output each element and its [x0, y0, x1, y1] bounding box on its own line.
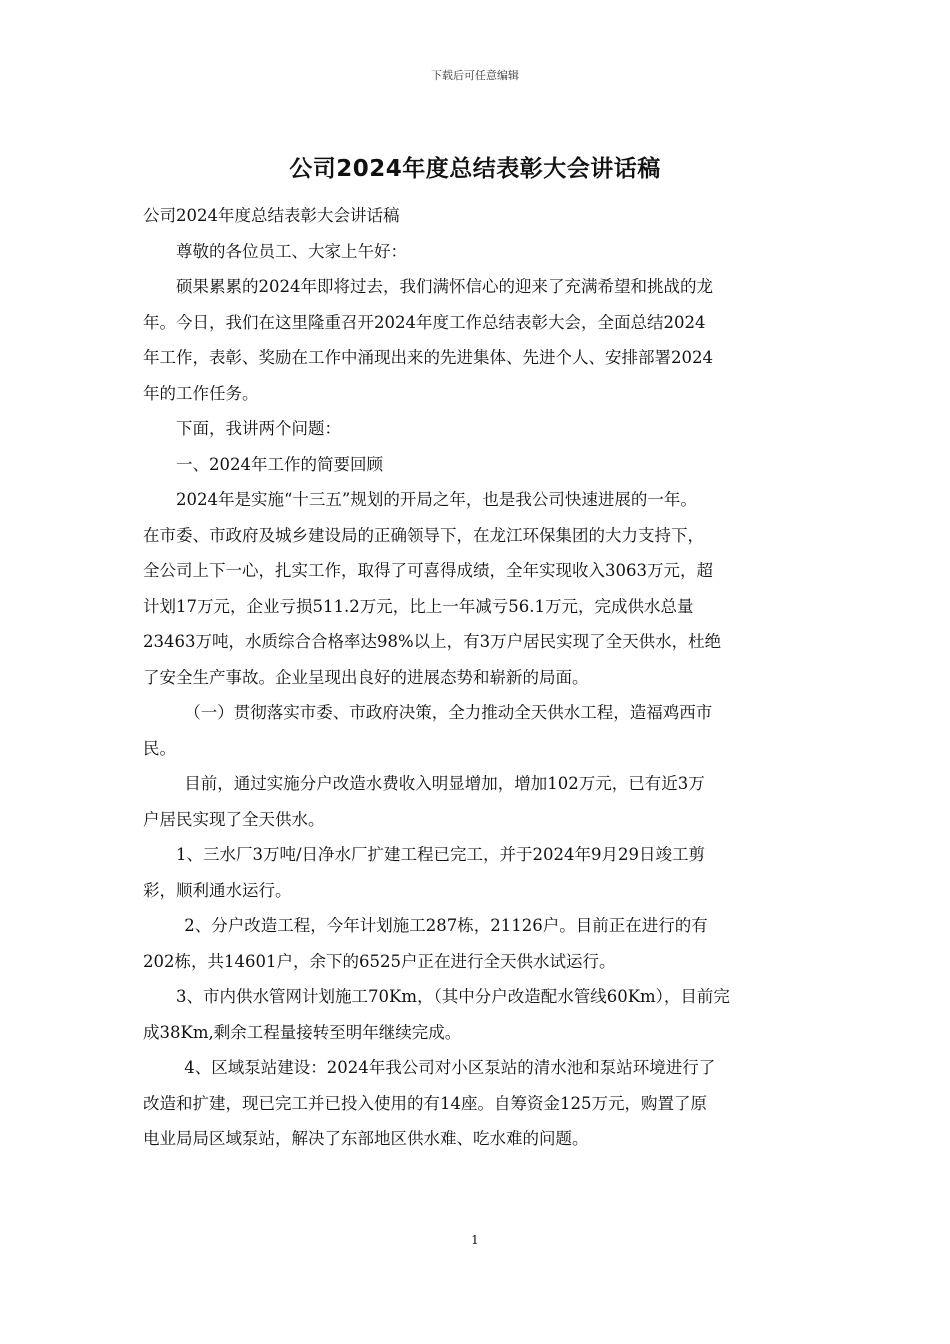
- header-note: 下载后可任意编辑: [431, 69, 519, 82]
- text-line: 在市委、市政府及城乡建设局的正确领导下，在龙江环保集团的大力支持下，: [143, 525, 704, 545]
- text-line: 1、三水厂3万吨/日净水厂扩建工程已完工，并于2024年9月29日竣工剪: [176, 845, 706, 864]
- page-number: 1: [471, 1233, 479, 1247]
- text-line: 一、2024年工作的简要回顾: [176, 454, 383, 474]
- text-line: 4、区域泵站建设：2024年我公司对小区泵站的清水池和泵站环境进行了: [184, 1058, 716, 1077]
- text-line: 2024年是实施“十三五”规划的开局之年，也是我公司快速进展的一年。: [176, 490, 697, 509]
- section-heading: [143, 447, 808, 483]
- text-line: 户居民实现了全天供水。: [143, 809, 325, 829]
- text-line: 年。今日，我们在这里隆重召开2024年度工作总结表彰大会，全面总结2024: [143, 312, 706, 332]
- document-title: 公司2024年度总结表彰大会讲话稿: [289, 156, 661, 182]
- paragraph: [143, 837, 808, 908]
- paragraph: [143, 766, 808, 837]
- subsection-heading: [143, 695, 808, 766]
- text-line: 3、市内供水管网计划施工70Km，（其中分户改造配水管线60Km），目前完: [176, 987, 730, 1006]
- text-line: 硕果累累的2024年即将过去，我们满怀信心的迎来了充满希望和挑战的龙: [176, 277, 713, 296]
- paragraph: [143, 979, 808, 1050]
- text-line: 尊敬的各位员工、大家上午好：: [176, 241, 407, 261]
- text-line: 下面，我讲两个问题：: [176, 419, 341, 438]
- text-line: 23463万吨，水质综合合格率达98%以上，有3万户居民实现了全天供水，杜绝: [143, 632, 722, 651]
- text-line: 改造和扩建，现已完工并已投入使用的有14座。自筹资金125万元，购置了原: [143, 1093, 707, 1113]
- text-line: 202栋，共14601户，余下的6525户正在进行全天供水试运行。: [143, 951, 616, 971]
- text-line: 年的工作任务。: [143, 383, 259, 403]
- text-line: 了安全生产事故。企业呈现出良好的进展态势和崭新的局面。: [143, 667, 589, 687]
- text-line: 公司2024年度总结表彰大会讲话稿: [143, 206, 400, 225]
- text-line: 目前，通过实施分户改造水费收入明显增加，增加102万元，已有近3万: [184, 774, 705, 793]
- text-line: 年工作，表彰、奖励在工作中涌现出来的先进集体、先进个人、安排部署2024: [143, 348, 713, 367]
- text-line: （一）贯彻落实市委、市政府决策，全力推动全天供水工程，造福鸡西市: [184, 703, 713, 722]
- text-line: 2、分户改造工程，今年计划施工287栋，21126户。目前正在进行的有: [184, 916, 708, 935]
- paragraph: [143, 269, 808, 411]
- paragraph: [143, 482, 808, 695]
- paragraph: [143, 198, 808, 234]
- text-line: 彩，顺利通水运行。: [143, 880, 292, 900]
- text-line: 民。: [143, 738, 176, 758]
- paragraph: [143, 908, 808, 979]
- text-line: 成38Km,剩余工程量接转至明年继续完成。: [143, 1022, 462, 1042]
- text-line: 计划17万元，企业亏损511.2万元，比上一年减亏56.1万元，完成供水总量: [143, 596, 694, 616]
- paragraph: [143, 411, 808, 447]
- paragraph: [143, 1050, 808, 1157]
- document-body: [143, 198, 808, 1157]
- paragraph: [143, 234, 808, 270]
- text-line: 电业局局区域泵站，解决了东部地区供水难、吃水难的问题。: [143, 1129, 589, 1148]
- text-line: 全公司上下一心，扎实工作，取得了可喜得成绩，全年实现收入3063万元，超: [143, 561, 713, 580]
